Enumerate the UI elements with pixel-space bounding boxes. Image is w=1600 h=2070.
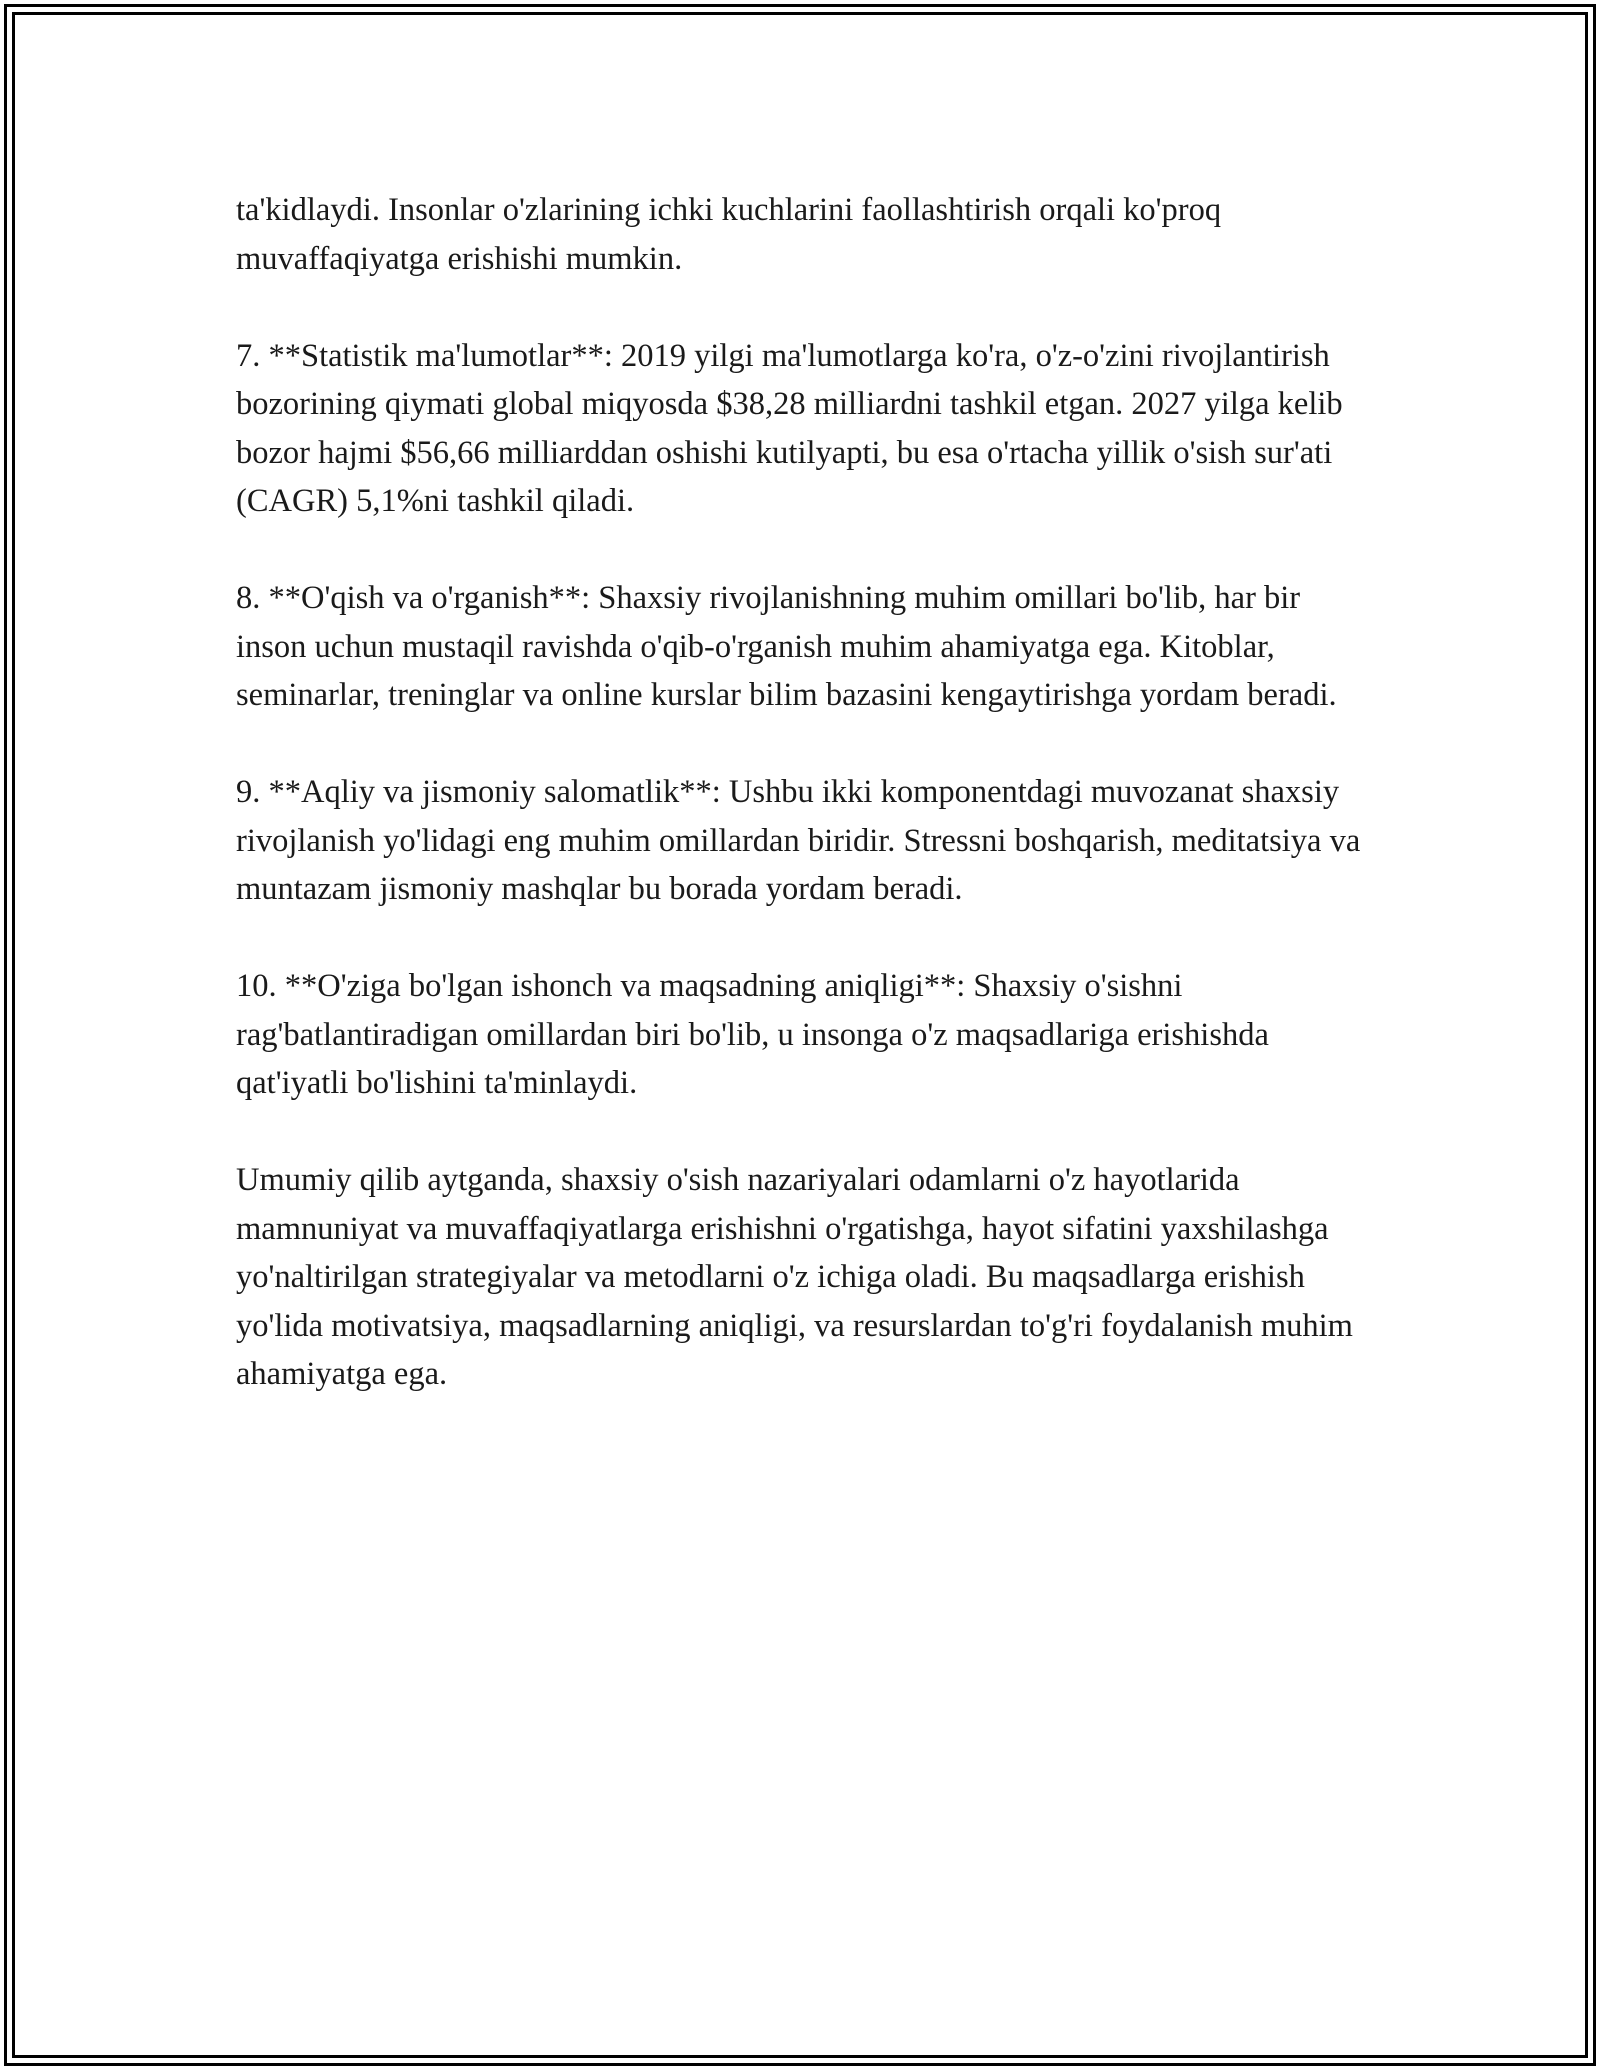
document-body [236,186,1376,1447]
paragraph-item-9-health: 9. **Aqliy va jismoniy salomatlik**: Ushbu ikki komponentdagi muvozanat shaxsiy rivojlanish yo'lidagi eng muhim omillardan biridir. Stressni boshqarish, meditatsiya va muntazam jismoniy mashqlar bu borada yordam beradi. [236,774,1361,907]
paragraph-item-7-statistics: 7. **Statistik ma'lumotlar**: 2019 yilgi ma'lumotlarga ko'ra, o'z-o'zini rivojlantirish bozorining qiymati global miqyosda $38,28 milliardni tashkil etgan. 2027 yilga kelib bozor hajmi $56,66 milliarddan oshishi kutilyapti, bu esa o'rtacha yillik o'sish sur'ati (CAGR) 5,1%ni tashkil qiladi. [236,337,1343,519]
paragraph-conclusion: Umumiy qilib aytganda, shaxsiy o'sish nazariyalari odamlarni o'z hayotlarida mamnuniyat va muvaffaqiyatlarga erishishni o'rgatishga, hayot sifatini yaxshilashga yo'naltirilgan strategiyalar va metodlarni o'z ichiga oladi. Bu maqsadlarga erishish yo'lida motivatsiya, maqsadlarning aniqligi, va resurslardan to'g'ri foydalanish muhim ahamiyatga ega. [236,1162,1353,1392]
paragraph-item-10-confidence: 10. **O'ziga bo'lgan ishonch va maqsadning aniqligi**: Shaxsiy o'sishni rag'batlantiradigan omillardan biri bo'lib, u insonga o'z maqsadlariga erishishda qat'iyatli bo'lishini ta'minlaydi. [236,968,1269,1101]
paragraph-continuation: ta'kidlaydi. Insonlar o'zlarining ichki kuchlarini faollashtirish orqali ko'proq muvaffaqiyatga erishishi mumkin. [236,192,1222,277]
paragraph-item-8-reading-learning: 8. **O'qish va o'rganish**: Shaxsiy rivojlanishning muhim omillari bo'lib, har bir inson uchun mustaqil ravishda o'qib-o'rganish muhim ahamiyatga ega. Kitoblar, seminarlar, treninglar va online kurslar bilim bazasini kengaytirishga yordam beradi. [236,580,1337,713]
